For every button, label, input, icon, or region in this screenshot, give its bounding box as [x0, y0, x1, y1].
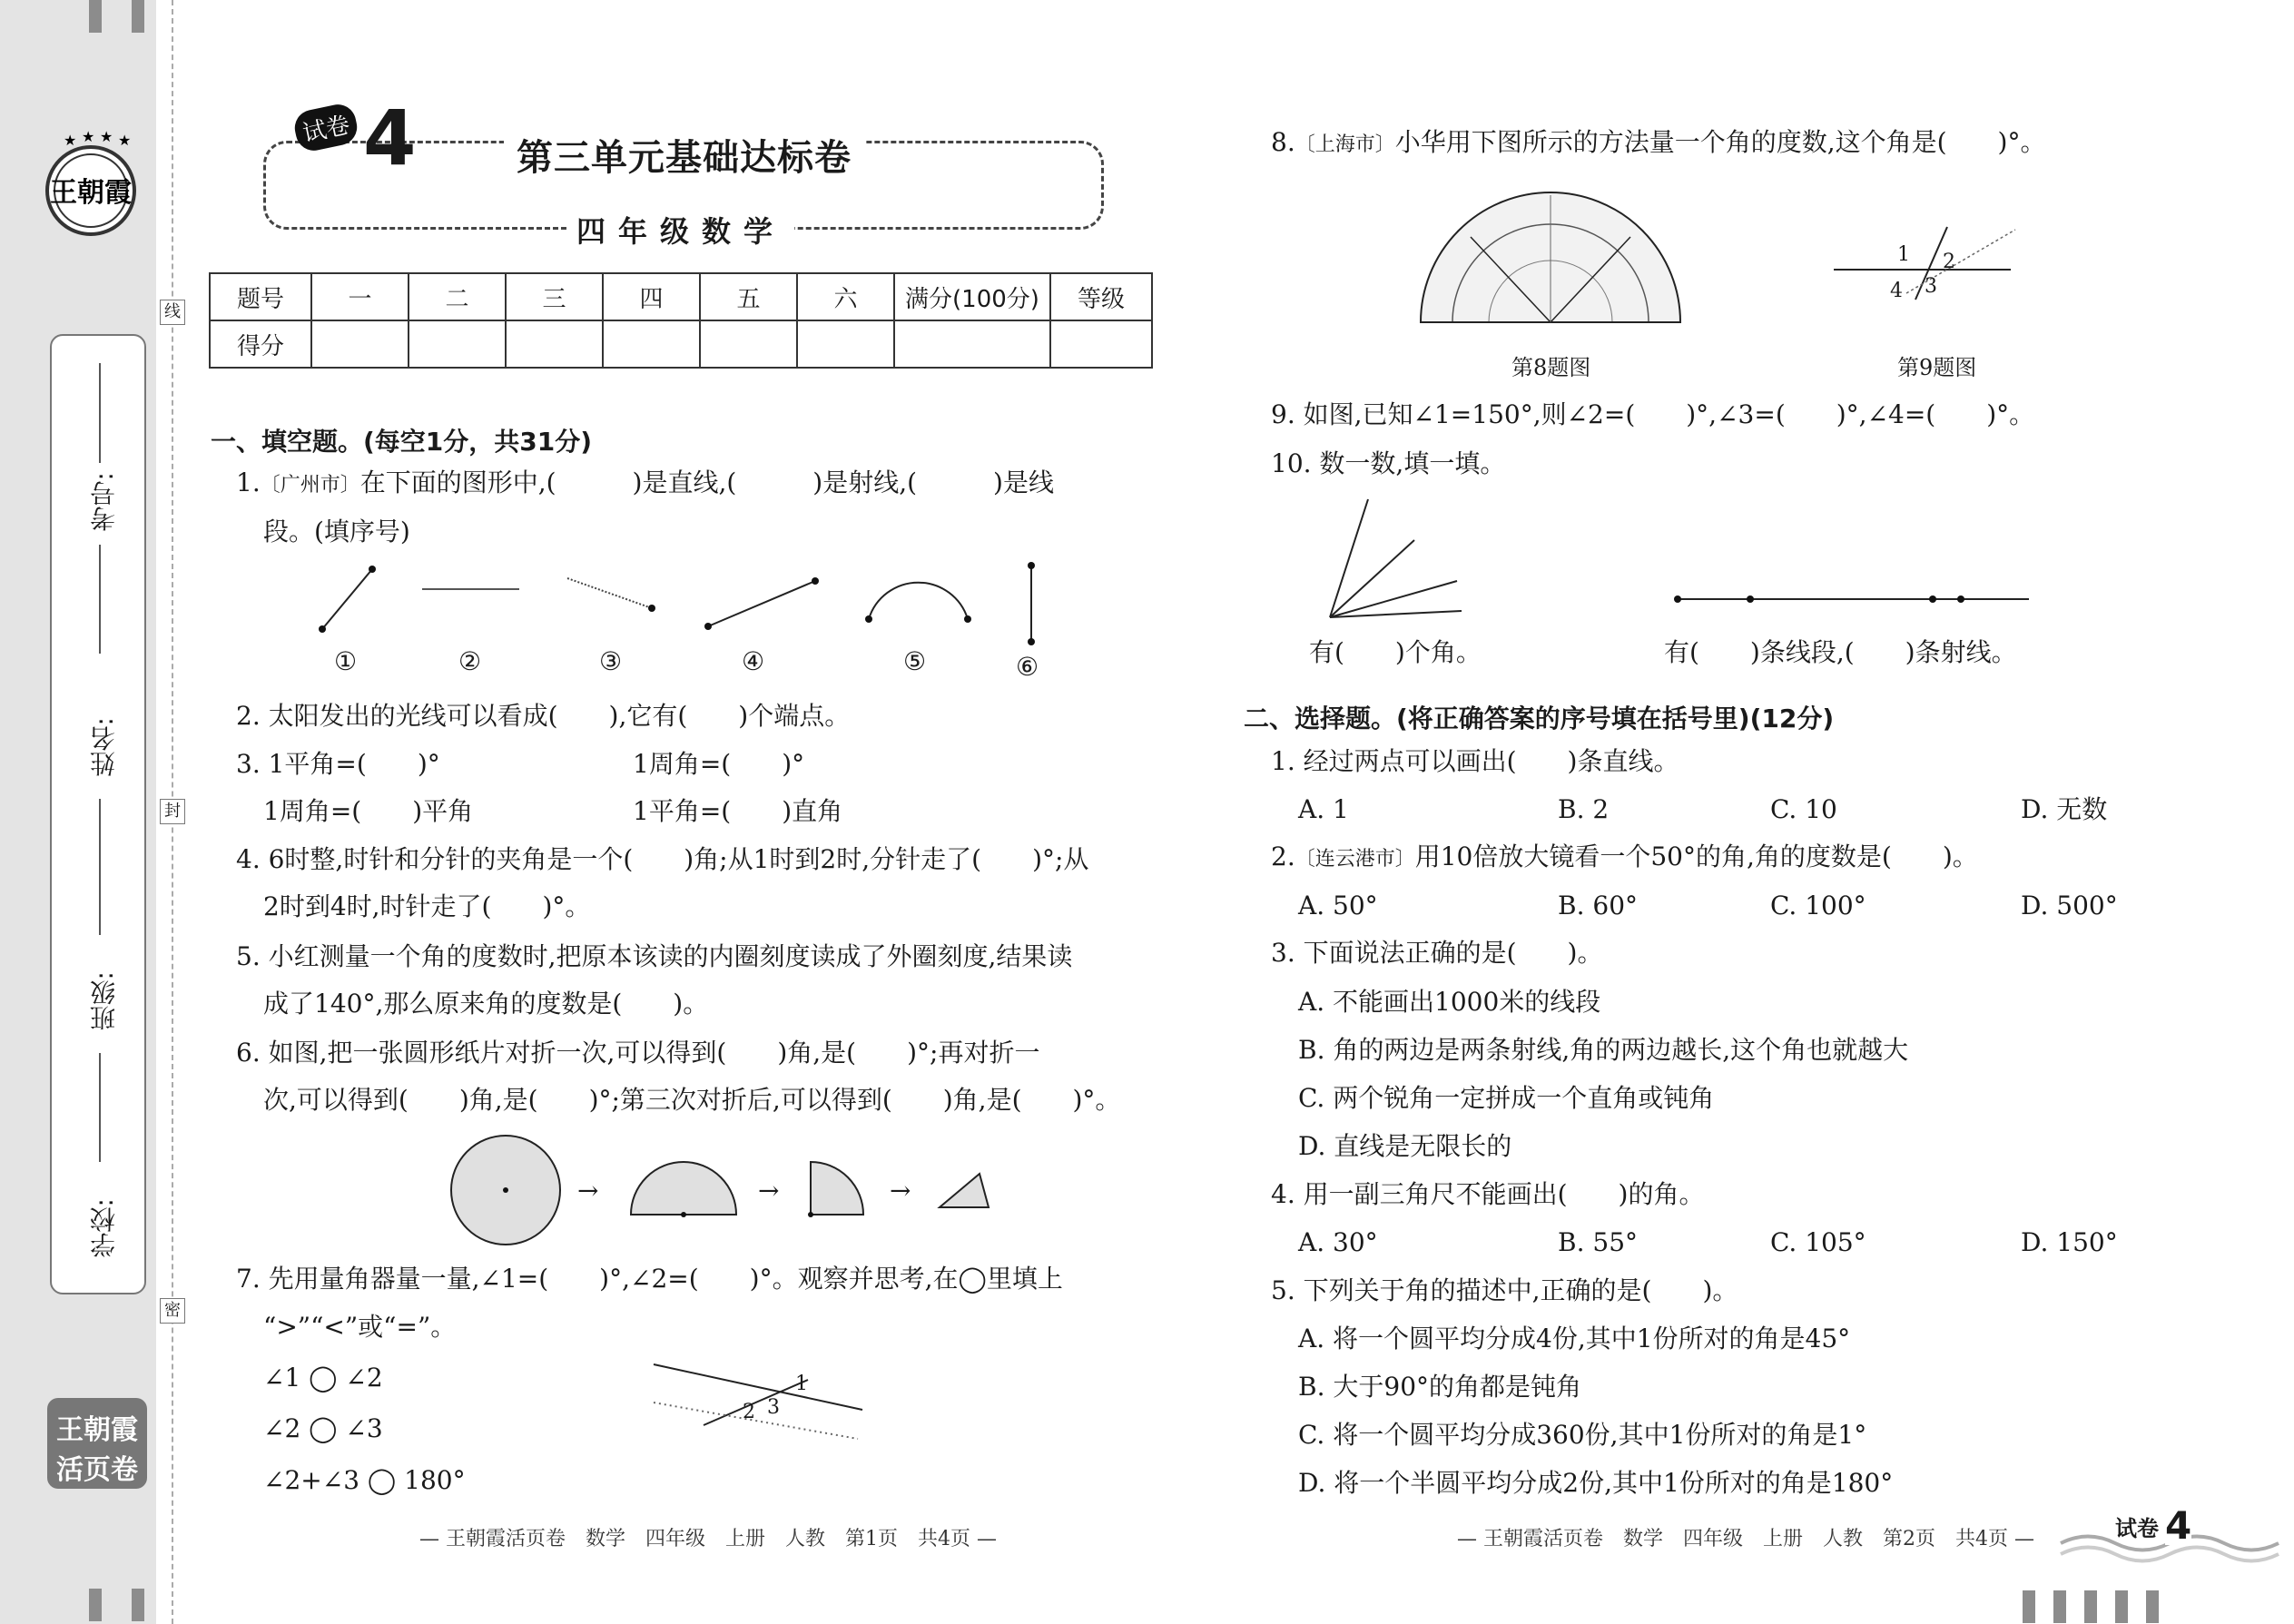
question-3a: 3. 1平角=( )° [236, 749, 440, 779]
question-6-cont: 次,可以得到( )角,是( )°;第三次对折后,可以得到( )角,是( )°。 [263, 1085, 1121, 1115]
svg-text:★: ★ [64, 132, 77, 149]
brand-seal-logo [36, 127, 145, 245]
arrow-icon: → [577, 1176, 599, 1206]
region-tag: 〔广州市〕 [260, 474, 360, 497]
point [1747, 595, 1754, 603]
question-10a: 有( )个角。 [1309, 637, 1482, 667]
binding-bar [2146, 1590, 2159, 1623]
option: A. 将一个圆平均分成4份,其中1份所对的角是45° [1298, 1324, 1851, 1353]
question-text: 在下面的图形中,( )是直线,( )是射线,( )是线 [359, 468, 1054, 497]
question-4-cont: 2时到4时,时针走了( )°。 [263, 891, 591, 921]
question-number: 2. [1271, 842, 1295, 871]
score-input[interactable] [311, 320, 409, 368]
option: B. 2 [1558, 794, 1610, 824]
point [704, 623, 712, 630]
choice-5: 5. 下列关于角的描述中,正确的是( )。 [1271, 1275, 1738, 1305]
figure-label: ① [334, 646, 358, 676]
exam-badge: 试卷 [291, 101, 360, 153]
option: D. 直线是无限长的 [1298, 1131, 1512, 1161]
question-4: 4. 6时整,时针和分针的夹角是一个( )角;从1时到2时,分针走了( )°;从 [236, 844, 1089, 874]
figure-segment-4 [708, 581, 815, 626]
section-fill-in-title: 一、填空题。(每空1分，共31分) [211, 427, 593, 457]
corner-badge: 试卷 [2115, 1516, 2159, 1541]
name-field[interactable] [99, 799, 101, 935]
figure-label: ⑥ [1016, 652, 1039, 682]
table-cell: 六 [797, 273, 894, 320]
binding-bar [2084, 1590, 2097, 1623]
point [369, 566, 376, 573]
table-cell: 满分(100分) [894, 273, 1050, 320]
corner-number: 4 [2165, 1503, 2192, 1548]
score-input[interactable] [700, 320, 797, 368]
figure-arc-5 [869, 583, 968, 619]
arrow-icon: → [758, 1176, 780, 1206]
binding-bar [2023, 1590, 2035, 1623]
point [503, 1187, 508, 1193]
page-subtitle: 四年级数学 [567, 209, 794, 251]
figure-9-caption: 第9题图 [1897, 355, 1977, 380]
binding-bar [132, 0, 144, 33]
compare-1: ∠1 ◯ ∠2 [263, 1363, 383, 1393]
table-cell: 题号 [210, 273, 311, 320]
protractor-figure [1416, 186, 1684, 331]
binding-bar [132, 1589, 144, 1621]
option: C. 100° [1770, 891, 1866, 920]
figure-line [654, 1364, 862, 1410]
score-table-row [210, 320, 1152, 368]
unit-number: 4 [363, 94, 417, 182]
eighth-circle [940, 1174, 989, 1207]
binding-bar [2115, 1590, 2128, 1623]
figure-line [654, 1403, 858, 1439]
exam-no-field[interactable] [99, 363, 101, 463]
angle-label: 3 [767, 1396, 780, 1419]
option: C. 10 [1770, 794, 1837, 824]
angle-label: 1 [1897, 243, 1910, 266]
figure-segment-1 [322, 569, 372, 629]
exam-no-field-ext[interactable] [99, 545, 101, 654]
score-input[interactable] [1050, 320, 1152, 368]
choice-2 [1271, 844, 1978, 870]
point [1028, 638, 1035, 645]
option: C. 105° [1770, 1227, 1866, 1257]
question-number: 1. [236, 468, 261, 497]
point [681, 1212, 686, 1217]
table-cell: 一 [311, 273, 409, 320]
brand-badge [47, 1398, 147, 1489]
point [865, 615, 872, 623]
compare-2: ∠2 ◯ ∠3 [263, 1413, 383, 1443]
page-title: 第三单元基础达标卷 [504, 129, 864, 181]
question-5-cont: 成了140°,那么原来角的度数是( )。 [263, 989, 709, 1019]
score-input[interactable] [797, 320, 894, 368]
option: D. 150° [2021, 1227, 2118, 1257]
point [648, 605, 655, 612]
question-6: 6. 如图,把一张圆形纸片对折一次,可以得到( )角,是( )°;再对折一 [236, 1038, 1040, 1068]
figure-q1-lines [309, 558, 1053, 676]
point [964, 615, 971, 623]
option: D. 500° [2021, 891, 2118, 920]
class-label: 班级: [89, 971, 119, 1031]
class-field[interactable] [99, 1053, 101, 1162]
figure-ray-3 [567, 578, 652, 608]
point [319, 625, 326, 633]
question-3c: 1周角=( )平角 [263, 796, 474, 826]
cut-mark: 线 [160, 300, 185, 325]
question-text: 小华用下图所示的方法量一个角的度数,这个角是( )°。 [1394, 127, 2046, 157]
student-info-box [50, 334, 146, 1294]
quarter-circle [811, 1162, 863, 1215]
section-choice-title: 二、选择题。(将正确答案的序号填在括号里)(12分) [1244, 704, 1835, 733]
option: A. 1 [1298, 794, 1349, 824]
table-cell: 二 [409, 273, 506, 320]
figure-line [1906, 230, 2015, 293]
question-3b: 1周角=( )° [633, 749, 805, 779]
option: A. 50° [1298, 891, 1378, 920]
question-7: 7. 先用量角器量一量,∠1=( )°,∠2=( )°。观察并思考,在◯里填上 [236, 1264, 1063, 1294]
page-footer-right: — 王朝霞活页卷 数学 四年级 上册 人教 第2页 共4页 — [1457, 1528, 2034, 1550]
question-number: 8. [1271, 127, 1295, 157]
angle-label: 3 [1925, 275, 1937, 298]
binding-bar [89, 0, 102, 33]
half-circle [631, 1162, 736, 1215]
angle-label: 1 [795, 1373, 808, 1395]
choice-3: 3. 下面说法正确的是( )。 [1271, 938, 1603, 968]
school-label: 学校: [89, 1198, 119, 1258]
table-cell: 五 [700, 273, 797, 320]
option: C. 两个锐角一定拼成一个直角或钝角 [1298, 1083, 1715, 1113]
table-cell: 得分 [210, 320, 311, 368]
score-input[interactable] [409, 320, 506, 368]
cut-mark: 封 [160, 799, 185, 824]
question-8 [1271, 127, 2046, 157]
figure-q6-folding [449, 1135, 1003, 1248]
option: B. 55° [1558, 1227, 1639, 1257]
angle-label: 2 [743, 1401, 755, 1423]
figure-q7-angles [649, 1357, 867, 1448]
score-table [209, 272, 1153, 369]
exam-no-label: 考号: [89, 472, 119, 532]
figure-q10-line [1670, 590, 2033, 608]
option: B. 60° [1558, 891, 1639, 920]
question-10: 10. 数一数,填一填。 [1271, 448, 1506, 478]
figure-8-caption: 第8题图 [1511, 355, 1591, 380]
binding-strip [0, 0, 156, 1624]
brand-line2: 活页卷 [56, 1454, 138, 1486]
table-cell: 三 [506, 273, 603, 320]
question-9: 9. 如图,已知∠1=150°,则∠2=( )°,∠3=( )°,∠4=( )°。 [1271, 399, 2035, 429]
option: B. 大于90°的角都是钝角 [1298, 1372, 1582, 1402]
option: A. 不能画出1000米的线段 [1298, 987, 1601, 1017]
name-label: 姓名: [89, 717, 119, 777]
table-cell: 等级 [1050, 273, 1152, 320]
table-cell: 四 [603, 273, 700, 320]
score-input[interactable] [603, 320, 700, 368]
figure-label: ④ [742, 646, 765, 676]
option: D. 将一个半圆平均分成2份,其中1份所对的角是180° [1298, 1468, 1894, 1498]
svg-text:★: ★ [82, 128, 95, 145]
question-text: 用10倍放大镜看一个50°的角,角的度数是( )。 [1414, 842, 1978, 871]
question-2: 2. 太阳发出的光线可以看成( ),它有( )个端点。 [236, 701, 851, 731]
question-10b: 有( )条线段,( )条射线。 [1664, 637, 2017, 667]
region-tag: 〔上海市〕 [1295, 133, 1395, 156]
svg-text:★: ★ [100, 128, 113, 145]
option: C. 将一个圆平均分成360份,其中1份所对的角是1° [1298, 1420, 1867, 1450]
question-3d: 1平角=( )直角 [633, 796, 843, 826]
svg-text:王朝霞: 王朝霞 [50, 177, 132, 209]
choice-1: 1. 经过两点可以画出( )条直线。 [1271, 746, 1679, 776]
question-5: 5. 小红测量一个角的度数时,把原本该读的内圈刻度读成了外圈刻度,结果读 [236, 941, 1073, 971]
svg-text:★: ★ [118, 132, 132, 149]
option: D. 无数 [2021, 794, 2108, 824]
region-tag: 〔连云港市〕 [1295, 848, 1415, 871]
option: A. 30° [1298, 1227, 1378, 1257]
compare-3: ∠2+∠3 ◯ 180° [263, 1465, 466, 1495]
page-footer-left: — 王朝霞活页卷 数学 四年级 上册 人教 第1页 共4页 — [419, 1528, 997, 1550]
binding-bar [2053, 1590, 2066, 1623]
point [812, 577, 819, 585]
option: B. 角的两边是两条射线,角的两边越长,这个角也就越大 [1298, 1035, 1909, 1065]
choice-4: 4. 用一副三角尺不能画出( )的角。 [1271, 1179, 1705, 1209]
brand-line1: 王朝霞 [56, 1414, 138, 1446]
question-7-cont: “>”“<”或“=”。 [263, 1312, 457, 1342]
figure-q10-rays [1321, 495, 1466, 622]
figure-label: ② [458, 646, 482, 676]
angle-label: 4 [1890, 280, 1903, 302]
point [1674, 595, 1681, 603]
figure-label: ⑤ [903, 646, 927, 676]
point [1028, 562, 1035, 569]
point [1929, 595, 1936, 603]
cut-mark: 密 [160, 1298, 185, 1324]
angle-label: 2 [1943, 251, 1955, 273]
question-1-cont: 段。(填序号) [263, 517, 410, 546]
binding-bar [89, 1589, 102, 1621]
figure-label: ③ [599, 646, 623, 676]
question-1 [236, 470, 1054, 496]
score-input[interactable] [894, 320, 1050, 368]
point [1957, 595, 1964, 603]
score-input[interactable] [506, 320, 603, 368]
score-table-header-row [210, 273, 1152, 320]
point [808, 1212, 813, 1217]
arrow-icon: → [890, 1176, 911, 1206]
